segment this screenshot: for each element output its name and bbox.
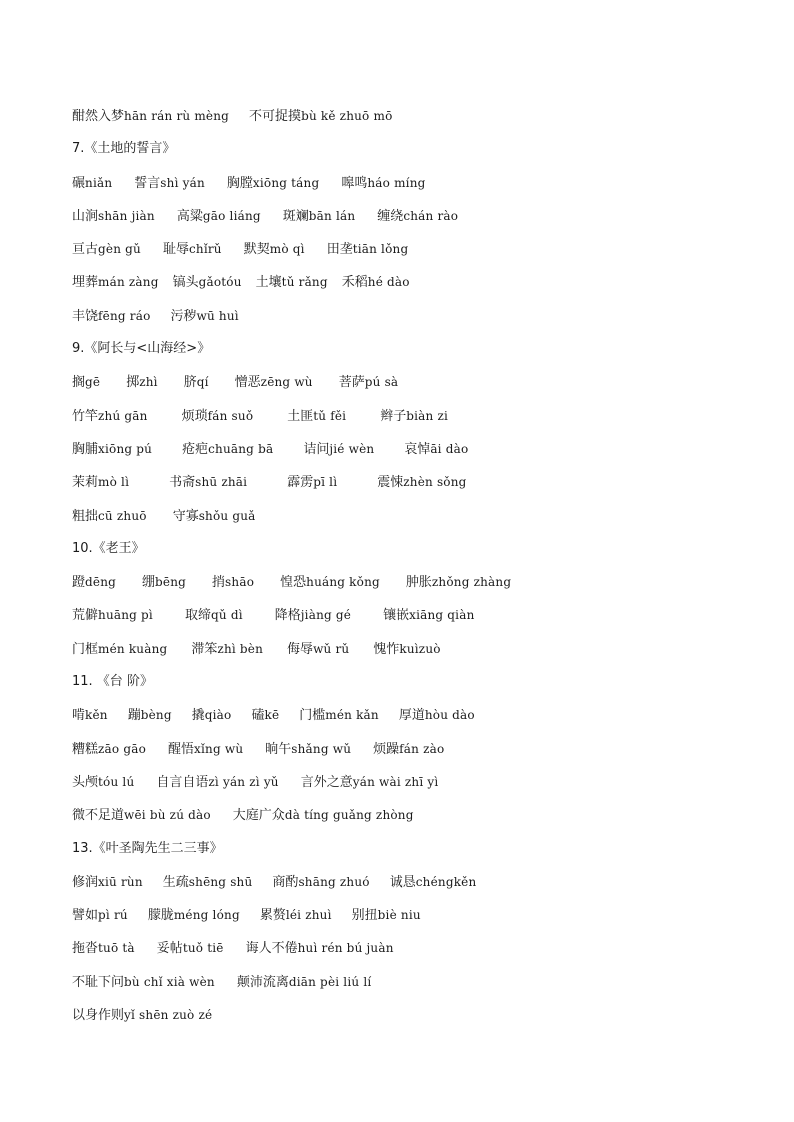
vocab-pinyin: hé dào	[367, 275, 410, 290]
vocab-term	[342, 270, 410, 295]
vocab-term	[72, 404, 148, 429]
vocab-pinyin: shēng shū	[188, 874, 253, 889]
vocab-hanzi: 碾	[72, 175, 86, 191]
vocab-pinyin: shāo	[225, 575, 255, 590]
vocab-pinyin: tiān lǒng	[352, 242, 409, 257]
vocab-term	[168, 737, 243, 762]
vocab-pinyin: qí	[196, 375, 209, 390]
vocab-row	[72, 737, 752, 770]
vocab-hanzi: 不耻下问	[72, 974, 125, 990]
section-heading	[72, 837, 752, 870]
vocab-pinyin: gāo liáng	[202, 208, 261, 223]
vocab-term	[173, 504, 256, 529]
vocab-hanzi: 哀悼	[404, 441, 431, 457]
vocab-term	[390, 870, 477, 895]
vocab-term	[383, 603, 474, 628]
vocab-pinyin: tǔ fěi	[313, 408, 347, 423]
vocab-term	[301, 770, 439, 795]
vocab-pinyin: dēng	[85, 575, 117, 590]
section-heading	[72, 137, 752, 170]
vocab-term	[171, 304, 239, 329]
vocab-term	[72, 637, 167, 662]
vocab-term	[72, 237, 141, 262]
vocab-pinyin: xiū rùn	[98, 874, 143, 889]
vocab-pinyin: niǎn	[85, 175, 113, 190]
vocab-row	[72, 603, 752, 636]
vocab-term	[212, 570, 254, 595]
vocab-hanzi: 糟糕	[72, 741, 99, 757]
vocab-row	[72, 637, 752, 670]
vocab-hanzi: 斑斓	[282, 208, 309, 224]
vocab-hanzi: 嗥鸣	[341, 175, 368, 191]
vocab-term	[280, 570, 380, 595]
vocab-term	[72, 1003, 212, 1028]
vocab-pinyin: shān jiàn	[98, 208, 155, 223]
vocab-term	[173, 270, 242, 295]
vocab-hanzi: 禾稻	[341, 275, 368, 291]
vocab-hanzi: 埋葬	[72, 275, 99, 291]
vocab-row	[72, 570, 752, 603]
vocab-hanzi: 脐	[183, 375, 197, 391]
section-heading-text: 13.《叶圣陶先生二三事》	[72, 840, 223, 856]
vocab-term	[341, 171, 425, 196]
vocab-hanzi: 门槛	[299, 708, 326, 724]
vocab-term	[275, 603, 351, 628]
vocab-pinyin: zāo gāo	[98, 741, 146, 756]
vocab-term	[235, 370, 313, 395]
vocab-hanzi: 粗拙	[72, 508, 99, 524]
vocab-hanzi: 拖沓	[72, 941, 99, 957]
vocab-hanzi: 蹬	[72, 575, 86, 591]
vocab-row	[72, 437, 752, 470]
vocab-pinyin: wēi bù zú dào	[124, 808, 211, 823]
vocab-term	[72, 803, 211, 828]
section-heading-text: 10.《老王》	[72, 540, 145, 556]
vocab-pinyin: xǐng wù	[194, 741, 244, 756]
vocab-pinyin: mán zàng	[98, 275, 159, 290]
vocab-term	[128, 703, 172, 728]
vocab-pinyin: kē	[264, 708, 280, 723]
vocab-term	[182, 437, 273, 462]
vocab-pinyin: pī lì	[313, 475, 338, 490]
vocab-term	[380, 404, 448, 429]
vocab-term	[265, 737, 351, 762]
vocab-pinyin: gǎotóu	[198, 275, 242, 290]
section-heading	[72, 337, 752, 370]
vocab-row	[72, 304, 752, 337]
vocab-term	[227, 171, 319, 196]
vocab-row	[72, 703, 752, 736]
vocab-hanzi: 山涧	[72, 208, 99, 224]
vocab-row	[72, 970, 752, 1003]
vocab-term	[185, 603, 243, 628]
vocab-pinyin: shū zhāi	[195, 475, 248, 490]
vocab-term	[72, 270, 159, 295]
vocab-row	[72, 237, 752, 270]
vocab-pinyin: huáng kǒng	[306, 575, 380, 590]
vocab-row	[72, 936, 752, 969]
vocab-term	[373, 737, 444, 762]
vocab-term	[72, 204, 155, 229]
vocab-hanzi: 肿胀	[405, 575, 432, 591]
vocab-row	[72, 470, 752, 503]
vocab-row	[72, 870, 752, 903]
vocab-pinyin: xiāng qiàn	[409, 608, 475, 623]
vocab-pinyin: hān rán rù mèng	[124, 109, 230, 123]
vocab-hanzi: 捎	[212, 575, 226, 591]
vocab-hanzi: 烦琐	[181, 408, 208, 424]
vocab-hanzi: 言外之意	[300, 774, 353, 790]
vocab-hanzi: 茉莉	[72, 475, 99, 491]
vocab-term	[256, 270, 328, 295]
vocab-hanzi: 商酌	[272, 874, 299, 890]
vocab-pinyin: fán suǒ	[207, 408, 254, 423]
vocab-term	[399, 703, 475, 728]
vocab-hanzi: 别扭	[351, 908, 378, 924]
vocab-pinyin: pì rú	[98, 908, 128, 923]
vocab-pinyin: zhèn sǒng	[403, 475, 467, 490]
vocab-row	[72, 370, 752, 403]
section-heading-text: 7.《土地的誓言》	[72, 141, 176, 157]
vocab-hanzi: 竹竿	[72, 408, 99, 424]
vocab-pinyin: tǔ rǎng	[281, 275, 328, 290]
vocab-hanzi: 酣然入梦	[72, 109, 125, 124]
vocab-pinyin: shāng zhuó	[298, 874, 370, 889]
vocab-row	[72, 504, 752, 537]
vocab-hanzi: 妥帖	[156, 941, 183, 957]
vocab-hanzi: 默契	[243, 242, 270, 258]
vocab-term	[184, 370, 209, 395]
vocab-hanzi: 胸膛	[226, 175, 253, 191]
vocab-term	[283, 204, 356, 229]
vocab-pinyin: wǔ rǔ	[313, 641, 350, 656]
vocab-hanzi: 耻辱	[162, 242, 189, 258]
vocab-pinyin: xiōng táng	[252, 175, 320, 190]
vocab-term	[237, 970, 372, 995]
vocab-term	[191, 637, 263, 662]
vocab-hanzi: 啃	[72, 708, 86, 724]
vocab-hanzi: 微不足道	[72, 808, 125, 824]
vocab-pinyin: méng lóng	[173, 908, 240, 923]
vocab-hanzi: 诚恳	[389, 874, 416, 890]
vocab-hanzi: 胸脯	[72, 441, 99, 457]
vocab-term	[72, 570, 116, 595]
vocab-term	[134, 171, 205, 196]
vocab-term	[404, 437, 468, 462]
vocab-hanzi: 震悚	[377, 475, 404, 491]
vocab-pinyin: dà tíng guǎng zhòng	[284, 808, 414, 823]
vocab-hanzi: 蹦	[127, 708, 141, 724]
vocab-pinyin: shǎng wǔ	[291, 741, 352, 756]
vocab-pinyin: hòu dào	[424, 708, 475, 723]
vocab-hanzi: 诘问	[303, 441, 330, 457]
vocab-hanzi: 撬	[191, 708, 205, 724]
vocab-term	[72, 171, 112, 196]
vocab-pinyin: fēng ráo	[98, 308, 151, 323]
vocab-pinyin: kěn	[85, 708, 108, 723]
vocab-term	[72, 370, 100, 395]
vocab-pinyin: biàn zi	[406, 408, 449, 423]
vocab-pinyin: tuō tà	[98, 941, 135, 956]
vocab-pinyin: pú sà	[364, 375, 399, 390]
vocab-pinyin: mò qì	[269, 242, 305, 257]
vocab-hanzi: 烦躁	[373, 741, 400, 757]
vocab-term	[260, 903, 332, 928]
vocab-term	[339, 370, 399, 395]
vocab-row	[72, 803, 752, 836]
vocab-pinyin: chéngkěn	[415, 874, 477, 889]
vocab-hanzi: 搁	[72, 375, 86, 391]
vocab-term	[72, 870, 143, 895]
vocab-hanzi: 醒悟	[168, 741, 195, 757]
vocab-pinyin: shǒu guǎ	[198, 508, 256, 523]
vocab-term	[148, 903, 240, 928]
vocab-pinyin: zhǒng zhàng	[431, 575, 512, 590]
vocab-pinyin: yán wài zhī yì	[352, 774, 439, 789]
vocab-term	[246, 936, 394, 961]
vocab-term	[163, 237, 222, 262]
vocab-hanzi: 侮辱	[287, 641, 314, 657]
vocab-hanzi: 愧怍	[373, 641, 400, 657]
vocab-term	[72, 437, 152, 462]
vocab-term	[72, 903, 128, 928]
vocab-term	[126, 370, 158, 395]
vocab-row	[72, 270, 752, 303]
vocab-pinyin: zhì	[139, 375, 158, 390]
vocab-term	[72, 304, 151, 329]
vocab-pinyin: āi dào	[430, 441, 469, 456]
vocab-pinyin: mén kǎn	[325, 708, 379, 723]
vocab-term	[377, 204, 458, 229]
section-heading-text: 11. 《台 阶》	[72, 674, 153, 690]
vocab-pinyin: yǐ shēn zuò zé	[124, 1008, 213, 1023]
vocab-hanzi: 污秽	[170, 308, 197, 324]
vocab-hanzi: 土匪	[287, 408, 314, 424]
vocab-hanzi: 荒僻	[72, 608, 99, 624]
vocab-term	[72, 603, 153, 628]
vocab-term	[233, 803, 414, 828]
vocab-hanzi: 颠沛流离	[236, 974, 289, 990]
vocab-hanzi: 守寡	[172, 508, 199, 524]
vocab-hanzi: 霹雳	[287, 475, 314, 491]
vocab-hanzi: 朦胧	[147, 908, 174, 924]
vocab-hanzi: 譬如	[72, 908, 99, 924]
vocab-pinyin: léi zhuì	[285, 908, 332, 923]
vocab-hanzi: 镶嵌	[383, 608, 410, 624]
vocab-term	[72, 703, 108, 728]
vocab-hanzi: 修润	[72, 874, 99, 890]
vocab-pinyin: huāng pì	[98, 608, 153, 623]
vocab-hanzi: 镐头	[172, 275, 199, 291]
document-page	[72, 104, 752, 1036]
vocab-pinyin: wū huì	[196, 308, 239, 323]
vocab-hanzi: 土壤	[255, 275, 282, 291]
vocab-pinyin: tóu lú	[98, 774, 135, 789]
section-heading	[72, 537, 752, 570]
vocab-pinyin: zì yán zì yǔ	[208, 774, 279, 789]
vocab-hanzi: 累赘	[259, 908, 286, 924]
vocab-pinyin: tuǒ tiē	[182, 941, 224, 956]
vocab-pinyin: chǐrǔ	[188, 242, 222, 257]
vocab-term	[72, 737, 146, 762]
vocab-hanzi: 高粱	[176, 208, 203, 224]
vocab-term	[156, 770, 278, 795]
vocab-term	[72, 970, 215, 995]
vocab-row	[72, 1003, 752, 1036]
vocab-hanzi: 厚道	[398, 708, 425, 724]
vocab-term	[142, 570, 186, 595]
vocab-hanzi: 头颅	[72, 774, 99, 790]
vocab-pinyin: zhú gān	[98, 408, 148, 423]
vocab-row	[72, 903, 752, 936]
vocab-term	[406, 570, 511, 595]
vocab-term	[182, 404, 254, 429]
vocab-term	[72, 936, 135, 961]
section-heading-text: 9.《阿长与<山海经>》	[72, 341, 211, 357]
vocab-pinyin: diān pèi liú lí	[288, 974, 372, 989]
vocab-pinyin: biè niu	[377, 908, 421, 923]
vocab-term	[163, 870, 253, 895]
vocab-hanzi: 亘古	[72, 242, 99, 258]
vocab-pinyin: bèng	[140, 708, 172, 723]
section-heading	[72, 670, 752, 703]
vocab-pinyin: kuìzuò	[399, 641, 441, 656]
vocab-hanzi: 辫子	[380, 408, 407, 424]
vocab-pinyin: mò lì	[98, 475, 130, 490]
vocab-pinyin: bān lán	[308, 208, 356, 223]
vocab-term	[244, 237, 305, 262]
vocab-hanzi: 磕	[251, 708, 265, 724]
vocab-hanzi: 掷	[126, 375, 140, 391]
vocab-pinyin: bēng	[155, 575, 187, 590]
vocab-term	[299, 703, 379, 728]
vocab-pinyin: fán zào	[399, 741, 445, 756]
vocab-term	[272, 870, 369, 895]
vocab-pinyin: zēng wù	[260, 375, 313, 390]
vocab-term	[72, 470, 129, 495]
vocab-row	[72, 171, 752, 204]
vocab-pinyin: xiōng pú	[98, 441, 153, 456]
vocab-hanzi: 不可捉摸	[249, 109, 302, 124]
vocab-term	[249, 104, 392, 129]
vocab-term	[287, 637, 349, 662]
vocab-row	[72, 404, 752, 437]
vocab-pinyin: bù chǐ xià wèn	[124, 974, 215, 989]
vocab-hanzi: 惶恐	[280, 575, 307, 591]
vocab-term	[303, 437, 374, 462]
vocab-term	[287, 404, 346, 429]
vocab-hanzi: 降格	[274, 608, 301, 624]
vocab-pinyin: jiàng gé	[300, 608, 352, 623]
vocab-term	[157, 936, 224, 961]
vocab-hanzi: 绷	[142, 575, 156, 591]
vocab-term	[327, 237, 409, 262]
vocab-term	[192, 703, 232, 728]
vocab-hanzi: 取缔	[184, 608, 211, 624]
vocab-hanzi: 誓言	[134, 175, 161, 191]
vocab-pinyin: zhì bèn	[217, 641, 264, 656]
vocab-term	[251, 703, 279, 728]
vocab-term	[72, 104, 229, 129]
vocab-hanzi: 书斋	[169, 475, 196, 491]
vocab-hanzi: 田垄	[326, 242, 353, 258]
vocab-term	[352, 903, 421, 928]
vocab-term	[177, 204, 261, 229]
vocab-hanzi: 缠绕	[377, 208, 404, 224]
vocab-pinyin: chuāng bā	[208, 441, 274, 456]
vocab-pinyin: cū zhuō	[98, 508, 147, 523]
vocab-hanzi: 诲人不倦	[245, 941, 298, 957]
vocab-hanzi: 门框	[72, 641, 99, 657]
vocab-pinyin: mén kuàng	[98, 641, 168, 656]
vocab-term	[287, 470, 337, 495]
vocab-pinyin: chán rào	[403, 208, 459, 223]
vocab-hanzi: 自言自语	[156, 774, 209, 790]
vocab-hanzi: 憎恶	[234, 375, 261, 391]
vocab-pinyin: huì rén bú juàn	[297, 941, 394, 956]
vocab-term	[373, 637, 440, 662]
vocab-hanzi: 晌午	[265, 741, 292, 757]
vocab-hanzi: 菩萨	[338, 375, 365, 391]
vocab-row	[72, 104, 752, 137]
vocab-row	[72, 770, 752, 803]
vocab-hanzi: 疮疤	[182, 441, 209, 457]
vocab-hanzi: 生疏	[162, 874, 189, 890]
vocab-pinyin: bù kě zhuō mō	[301, 109, 393, 123]
vocab-pinyin: gèn gǔ	[98, 242, 141, 257]
vocab-term	[169, 470, 247, 495]
vocab-hanzi: 大庭广众	[232, 808, 285, 824]
vocab-pinyin: háo míng	[367, 175, 426, 190]
vocab-pinyin: qǔ dì	[211, 608, 243, 623]
vocab-pinyin: jié wèn	[329, 441, 375, 456]
vocab-term	[377, 470, 466, 495]
vocab-hanzi: 丰饶	[72, 308, 99, 324]
vocab-hanzi: 滞笨	[191, 641, 218, 657]
vocab-pinyin: shì yán	[160, 175, 205, 190]
vocab-term	[72, 770, 134, 795]
vocab-term	[72, 504, 147, 529]
vocab-pinyin: gē	[85, 375, 101, 390]
vocab-hanzi: 以身作则	[72, 1008, 125, 1024]
vocab-row	[72, 204, 752, 237]
vocab-pinyin: qiào	[204, 708, 232, 723]
